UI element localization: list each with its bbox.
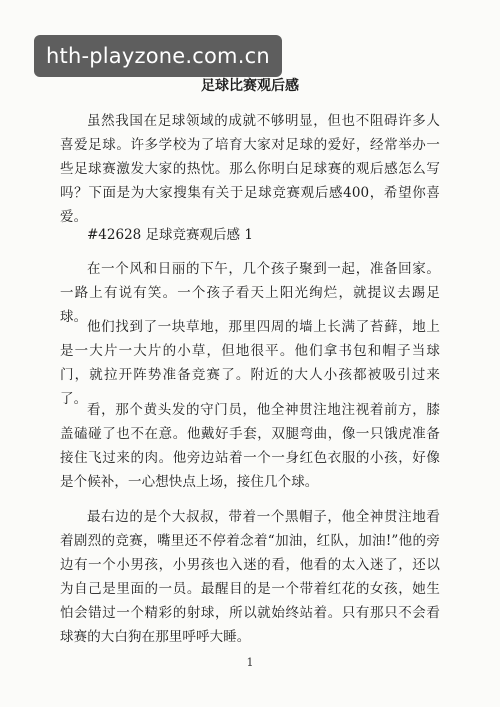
watermark-banner: hth-playzone.com.cn — [34, 35, 282, 77]
document-title: 足球比赛观后感 — [201, 78, 299, 94]
section-heading: #42628 足球竞赛观后感 1 — [87, 227, 253, 243]
intro-paragraph: 虽然我国在足球领域的成就不够明显，但也不阻碍许多人喜爱足球。许多学校为了培育大家对足球的爱好，经常举办一些足球赛激发大家的热忱。那么你明白足球赛的观后感怎么写吗？下面是为大家搜集有关于足球竞赛观后感400，希望你喜爱。 — [60, 113, 440, 225]
body-paragraph-1: 在一个风和日丽的下午，几个孩子聚到一起，准备回家。一路上有说有笑。一个孩子看天上阳光绚烂，就提议去踢足球。 — [60, 261, 440, 325]
body-paragraph-3: 看，那个黄头发的守门员，他全神贯注地注视着前方，膝盖磕碰了也不在意。他戴好手套，双腿弯曲，像一只饿虎准备接住飞过来的肉。他旁边站着一个一身红色衣服的小孩，好像是个候补，一心想快点上场，接住几个球。 — [60, 402, 440, 490]
page-number: 1 — [246, 656, 254, 669]
body-paragraph-2: 他们找到了一块草地，那里四周的墙上长满了苔藓，地上是一大片一大片的小草，但地很平。他们拿书包和帽子当球门，就拉开阵势准备竞赛了。附近的大人小孩都被吸引过来了。 — [60, 319, 440, 407]
body-paragraph-4: 最右边的是个大叔叔，带着一个黑帽子，他全神贯注地看着剧烈的竞赛，嘴里还不停着念着“加油，红队，加油!”他的旁边有一个小男孩，小男孩也入迷的看，他看的太入迷了，还以为自己是里面的一员。最醒目的是一个带着红花的女孩，她生怕会错过一个精彩的射球，所以就始终站着。只有那只不会看球赛的大白狗在那里呼呼大睡。 — [60, 509, 440, 645]
